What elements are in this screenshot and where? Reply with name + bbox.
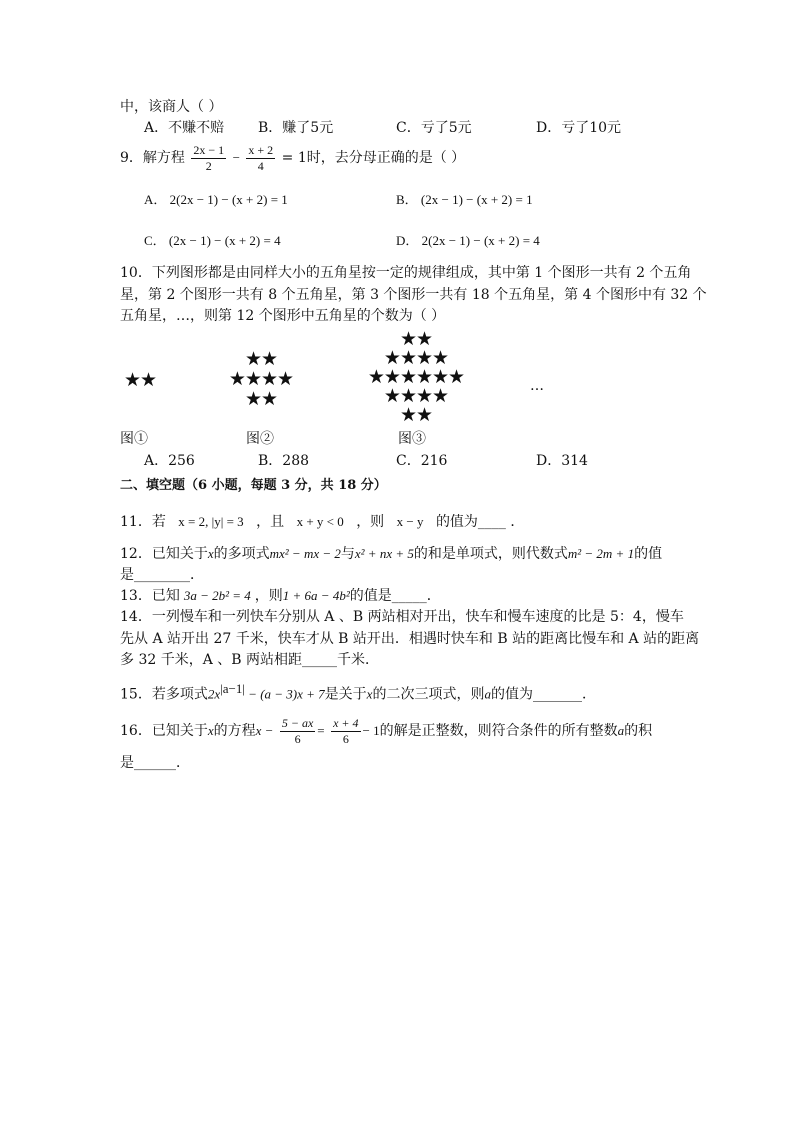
q11-line [120, 512, 524, 532]
q16-variable-a: a [617, 723, 625, 738]
q10-option-d: D．314 [536, 453, 588, 469]
q11-then: ，则 [356, 514, 385, 530]
q16-fraction-2 [331, 716, 360, 747]
q12-text-monomial: 的和是单项式，则代数式 [413, 546, 568, 562]
q15-prefix: 15．若多项式 [120, 686, 208, 703]
q12-and: 与 [340, 546, 355, 562]
q8-option-c: C．亏了5元 [396, 120, 472, 136]
q13-blank: 的值是_____． [349, 588, 441, 604]
q15-quadratic: 的二次三项式，则 [372, 686, 485, 703]
q13-expression: 1 + 6a − 4b² [282, 588, 350, 603]
q13-then: ，则 [254, 588, 283, 604]
q14-line-1: 14．一列慢车和一列快车分别从 A 、B 两站相对开出，快车和慢车速度的比是 5：4，慢车 [120, 609, 684, 625]
figure-3-row-4: ★★★★ [383, 385, 449, 407]
q9-number: 9．解方程 [120, 150, 185, 166]
q10-line-3: 五角星，…，则第 12 个图形中五角星的个数为（ ） [120, 308, 446, 324]
q9-fraction-1-denominator: 2 [205, 158, 212, 173]
q9-option-b: B． (2x − 1) − (x + 2) = 1 [396, 192, 533, 207]
q9-fraction-1 [191, 143, 226, 174]
q16-prefix: 16．已知关于 [120, 723, 208, 739]
q15-blank: 的值为_______． [490, 686, 596, 703]
q12-text-polynomial: 的多项式 [213, 546, 270, 562]
q15-about: 是关于 [324, 686, 367, 703]
q10-option-c: C．216 [396, 453, 448, 469]
q9-option-c: C． (2x − 1) − (x + 2) = 4 [144, 233, 281, 248]
q8-option-b: B．赚了5元 [258, 120, 334, 136]
q9-stem [120, 140, 465, 176]
figure-2-row-2: ★★★★ [228, 368, 294, 390]
q16-fraction-1 [280, 716, 315, 747]
q11-blank: 的值为____ ． [435, 514, 525, 530]
q9-minus: − [232, 150, 240, 165]
q11-prefix: 11．若 [120, 514, 166, 530]
q16-lhs-start: x − [255, 723, 274, 738]
figure-3-label: 图③ [398, 431, 426, 447]
q15-term-1: 2x [207, 686, 221, 702]
q15-rest: − (a − 3)x + 7 [244, 686, 325, 702]
q16-product: 的积 [624, 723, 653, 739]
q9-stem-end: = 1时，去分母正确的是（ ） [281, 150, 466, 166]
figure-3-row-2: ★★★★ [383, 347, 449, 369]
q13-given: 3a − 2b² = 4 [183, 588, 251, 603]
q16-equation-text: 的方程 [213, 723, 256, 739]
q16-variable-x: x [207, 723, 214, 738]
q12-prefix: 12．已知关于 [120, 546, 208, 562]
q10-line-2: 星，第 2 个图形一共有 8 个五角星，第 3 个图形一共有 18 个五角星，第 4 个图形中有 32 个 [120, 287, 707, 303]
q16-equals: = [317, 723, 325, 738]
q12-line-1 [120, 544, 662, 564]
q14-line-3: 多 32 千米，A 、B 两站相距_____千米． [120, 652, 380, 668]
figure-2-label: 图② [246, 431, 274, 447]
figure-3-row-5: ★★ [399, 404, 433, 426]
q9-fraction-1-numerator: 2x − 1 [193, 142, 225, 157]
q10-line-1: 10．下列图形都是由同样大小的五角星按一定的规律组成，其中第 1 个图形一共有 2 个五角 [120, 265, 692, 281]
q12-expression: m² − 2m + 1 [567, 546, 635, 561]
q12-line-2: 是________． [120, 567, 204, 583]
q9-fraction-2-numerator: x + 2 [248, 142, 274, 157]
q10-option-a: A．256 [144, 453, 195, 469]
q16-fraction-2-denominator: 6 [342, 731, 349, 746]
q16-condition: 的解是正整数，则符合条件的所有整数 [379, 723, 618, 739]
q15-exponent: |a−1| [220, 681, 245, 696]
figure-ellipsis: … [530, 378, 544, 394]
q12-variable-x: x [207, 546, 214, 561]
q16-fraction-1-denominator: 6 [294, 731, 301, 746]
q9-fraction-2-denominator: 4 [257, 158, 264, 173]
q11-expression: x − y [396, 514, 424, 529]
q14-line-2: 先从 A 站开出 27 千米，快车才从 B 站开出．相遇时快车和 B 站的距离比慢车和 A 站的距离 [120, 631, 700, 647]
q11-condition-2: x + y < 0 [296, 514, 344, 529]
q11-and: ，且 [256, 514, 285, 530]
figure-2-row-1: ★★ [244, 348, 278, 370]
q13-prefix: 13．已知 [120, 588, 180, 604]
q16-fraction-2-numerator: x + 4 [333, 715, 359, 730]
q16-fraction-1-numerator: 5 − ax [281, 715, 314, 730]
q15-line [120, 679, 596, 705]
q11-condition-1: x = 2, |y| = 3 [178, 514, 244, 529]
q9-option-a: A． 2(2x − 1) − (x + 2) = 1 [144, 192, 288, 207]
q12-poly-2: x² + nx + 5 [354, 546, 414, 561]
q15-variable-x: x [366, 686, 373, 702]
q9-option-d: D． 2(2x − 1) − (x + 2) = 4 [396, 233, 540, 248]
q13-line [120, 586, 441, 606]
figure-2-row-3: ★★ [244, 388, 278, 410]
q8-option-a: A．不赚不赔 [144, 120, 225, 136]
figure-1-label: 图① [120, 431, 148, 447]
q12-poly-1: mx² − mx − 2 [269, 546, 341, 561]
q10-option-b: B．288 [258, 453, 310, 469]
section-2-heading: 二、填空题（6 小题，每题 3 分，共 18 分） [120, 478, 387, 493]
figure-3-row-3: ★★★★★★ [367, 366, 465, 388]
figure-1-stars: ★★ [123, 369, 157, 391]
q16-line-1 [120, 713, 652, 749]
q9-fraction-2 [246, 143, 275, 174]
q8-tail: 中，该商人（ ） [120, 99, 223, 115]
q15-variable-a: a [484, 686, 491, 702]
figure-3-row-1: ★★ [399, 328, 433, 350]
q8-option-d: D．亏了10元 [536, 120, 622, 136]
q16-rhs-end: − 1 [362, 723, 380, 738]
q16-line-2: 是______． [120, 755, 190, 771]
q12-value: 的值 [634, 546, 663, 562]
